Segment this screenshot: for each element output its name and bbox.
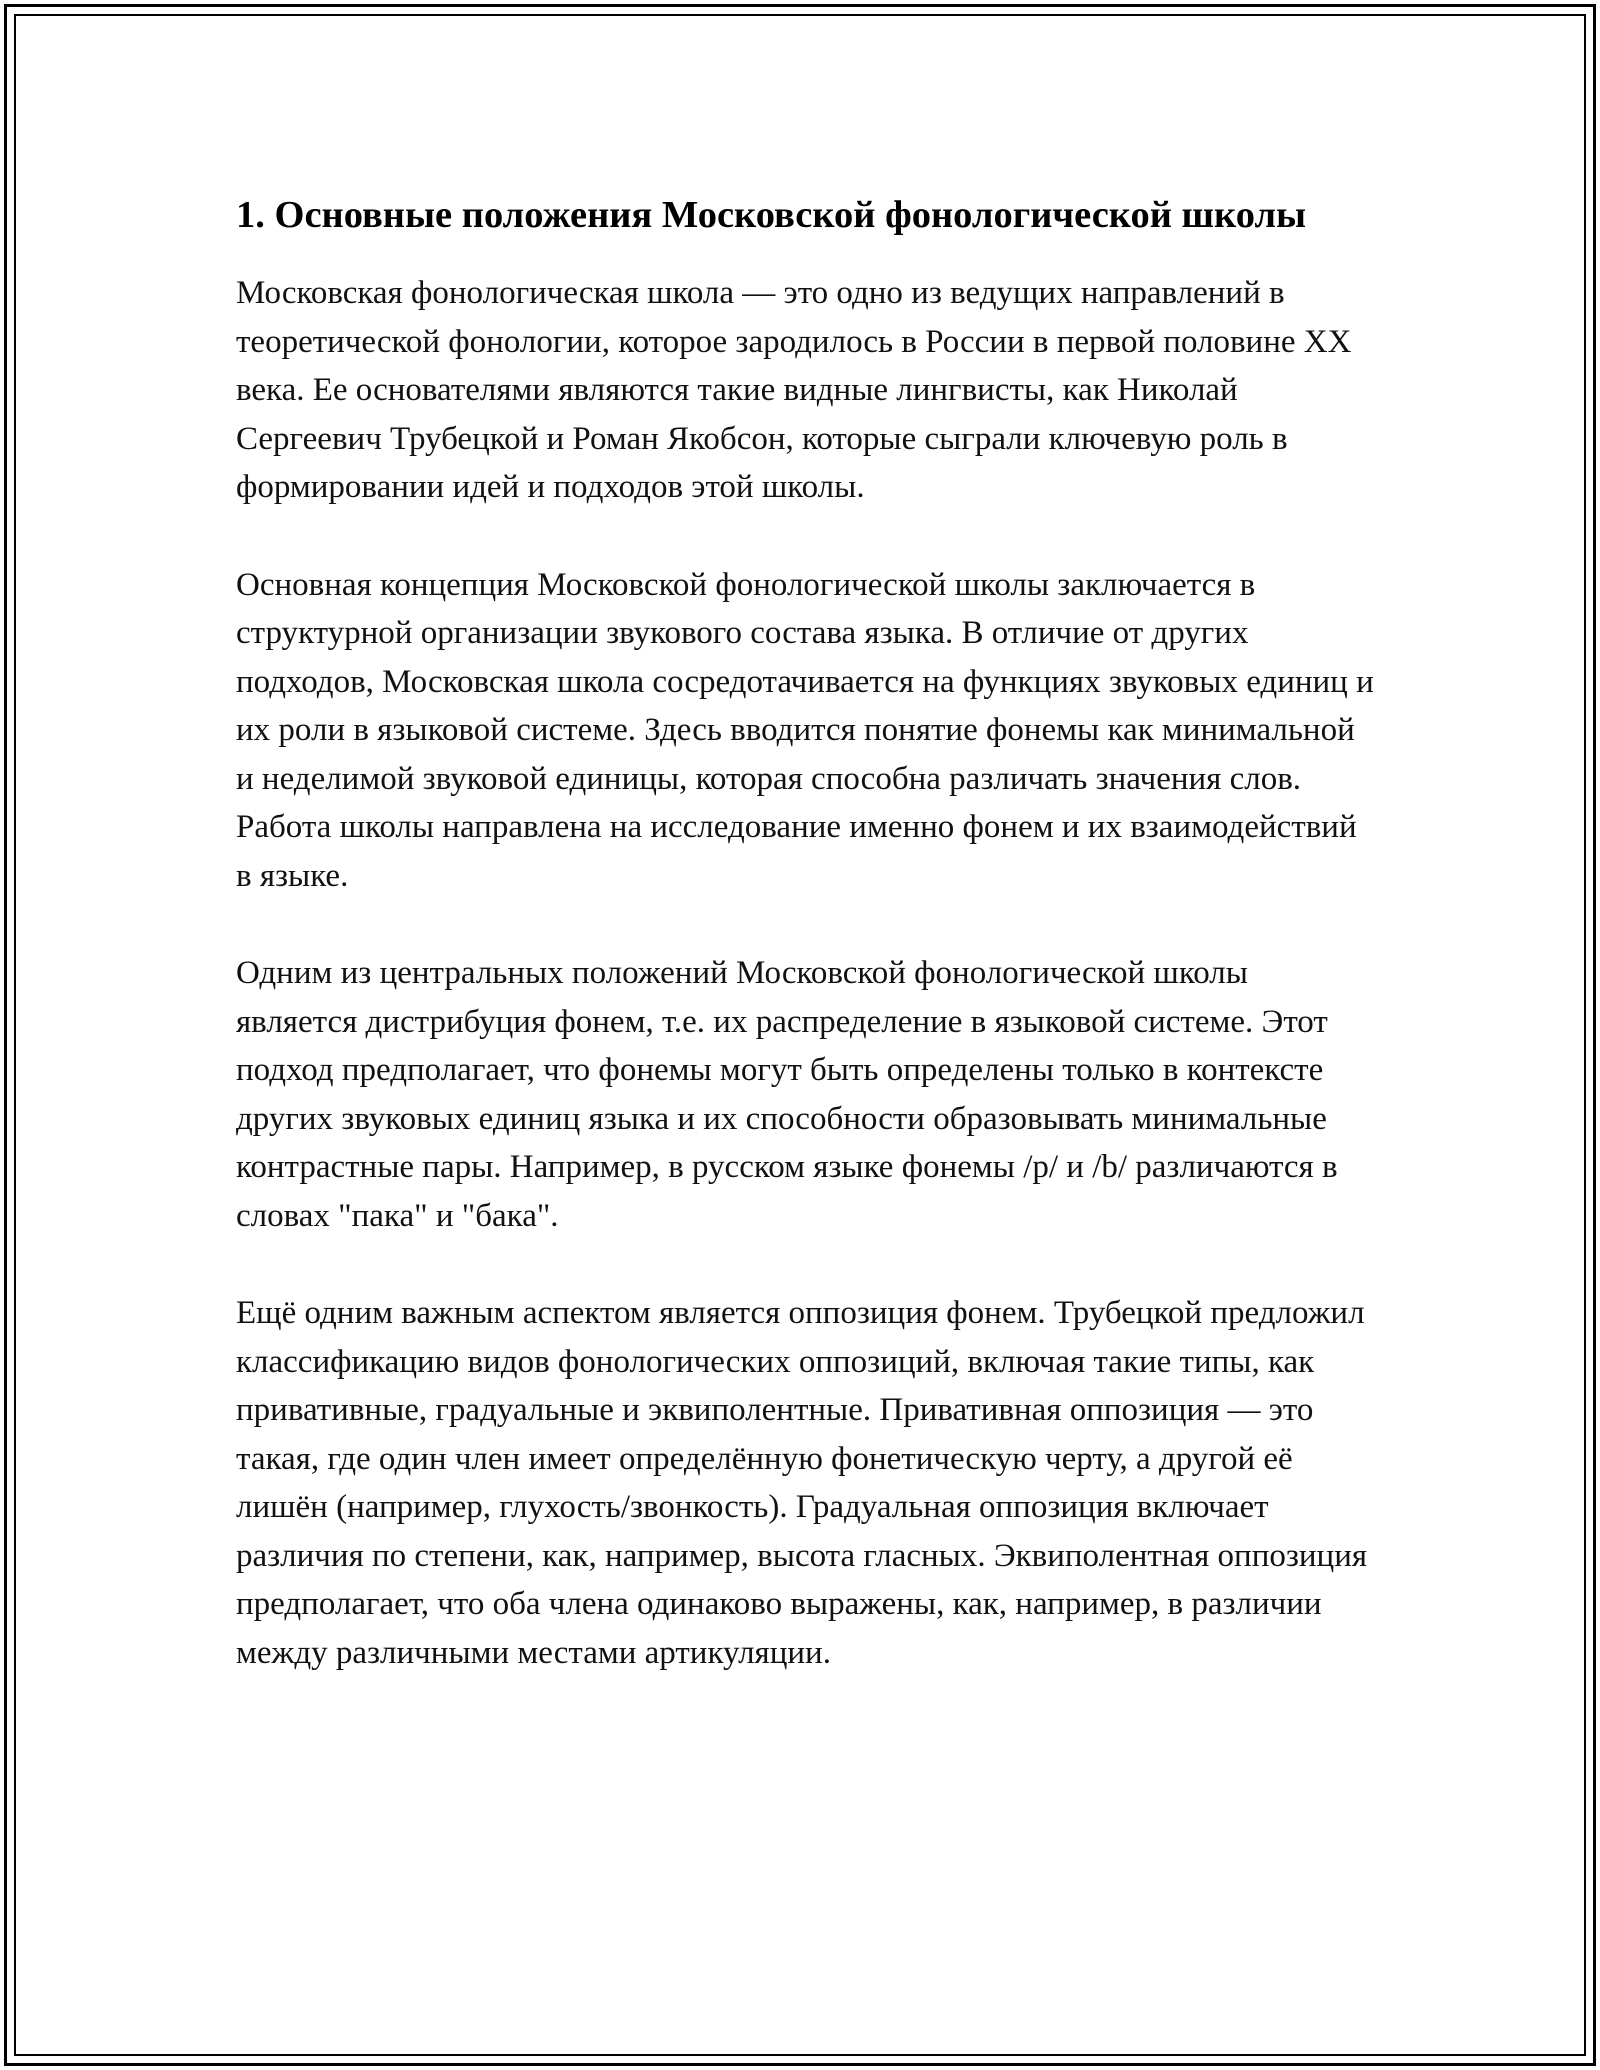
document-title: 1. Основные положения Московской фонологической школы bbox=[236, 194, 1307, 236]
paragraph-1: Московская фонологическая школа — это одно из ведущих направлений в теоретической фонологии, которое зародилось в России в первой половине XX века. Ее основателями являются такие видные лингвисты, как Николай Сергеевич Трубецкой и Роман Якобсон, которые сыграли ключевую роль в формировании идей и подходов этой школы. bbox=[236, 275, 1352, 505]
paragraph-4: Ещё одним важным аспектом является оппозиция фонем. Трубецкой предложил классификацию видов фонологических оппозиций, включая такие типы, как привативные, градуальные и эквиполентные. Привативная оппозиция — это такая, где один член имеет определённую фонетическую черту, а другой её лишён (например, глухость/звонкость). Градуальная оппозиция включает различия по степени, как, например, высота гласных. Эквиполентная оппозиция предполагает, что оба члена одинаково выражены, как, например, в различии между различными местами артикуляции. bbox=[236, 1295, 1368, 1671]
paragraph-3: Одним из центральных положений Московской фонологической школы является дистрибуция фонем, т.е. их распределение в языковой системе. Этот подход предполагает, что фонемы могут быть определены только в контексте других звуковых единиц языка и их способности образовывать минимальные контрастные пары. Например, в русском языке фонемы /p/ и /b/ различаются в словах "пака" и "бака". bbox=[236, 955, 1338, 1234]
paragraph-2: Основная концепция Московской фонологической школы заключается в структурной организации звукового состава языка. В отличие от других подходов, Московская школа сосредотачивается на функциях звуковых единиц и их роли в языковой системе. Здесь вводится понятие фонемы как минимальной и неделимой звуковой единицы, которая способна различать значения слов. Работа школы направлена на исследование именно фонем и их взаимодействий в языке. bbox=[236, 566, 1374, 894]
document-page bbox=[236, 188, 1376, 1726]
